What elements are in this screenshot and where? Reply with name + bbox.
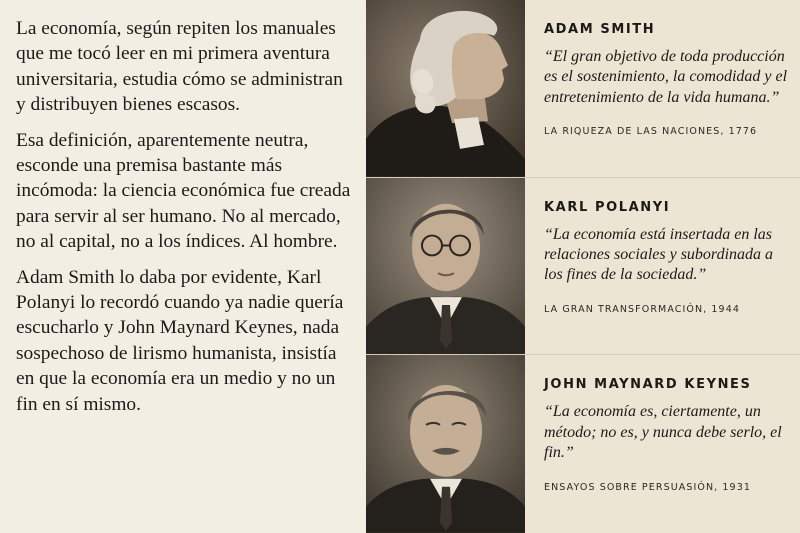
quotes-panel [366,0,800,533]
adam-smith-portrait [366,0,525,177]
essay-column [0,0,366,533]
author-name: ADAM SMITH [544,22,656,37]
quote-text: “La economía está insertada en las relaciones sociales y subordinada a los fines de la sociedad.” [544,225,774,284]
quote-text: “El gran objetivo de toda producción es el sostenimiento, la comodidad y el entretenimiento de la vida humana.” [544,48,788,106]
keynes-portrait [366,355,525,533]
quote-block-polanyi [525,178,800,355]
essay-paragraph-2: Esa definición, aparentemente neutra, esconde una premisa bastante más incómoda: la ciencia económica fue creada para servir al ser humano. No al mercado, no al capital, no a los índices. Al hombre. [16,129,351,253]
quote-block-keynes [525,355,800,533]
essay-paragraph-1: La economía, según repiten los manuales que me tocó leer en mi primera aventura universitaria, estudia cómo se administran y distribuyen bienes escasos. [16,18,343,116]
quote-source: LA RIQUEZA DE LAS NACIONES, 1776 [544,126,758,138]
karl-polanyi-portrait [366,178,525,355]
quote-block-smith [525,0,800,177]
author-name: KARL POLANYI [544,199,671,215]
quote-card-polanyi [366,178,800,356]
quote-card-keynes [366,355,800,533]
quote-source: LA GRAN TRANSFORMACIÓN, 1944 [544,303,740,315]
quote-card-smith [366,0,800,178]
essay-paragraph-3: Adam Smith lo daba por evidente, Karl Polanyi lo recordó cuando ya nadie quería escucharlo y John Maynard Keynes, nada sospechoso de lirismo humanista, insistía en que la economía era un medio y no un fin en sí mismo. [16,266,344,415]
quote-source: ENSAYOS SOBRE PERSUASIÓN, 1931 [544,481,751,493]
author-name: JOHN MAYNARD KEYNES [544,377,752,393]
quote-text: “La economía es, ciertamente, un método; no es, y nunca debe serlo, el fin.” [544,403,782,462]
